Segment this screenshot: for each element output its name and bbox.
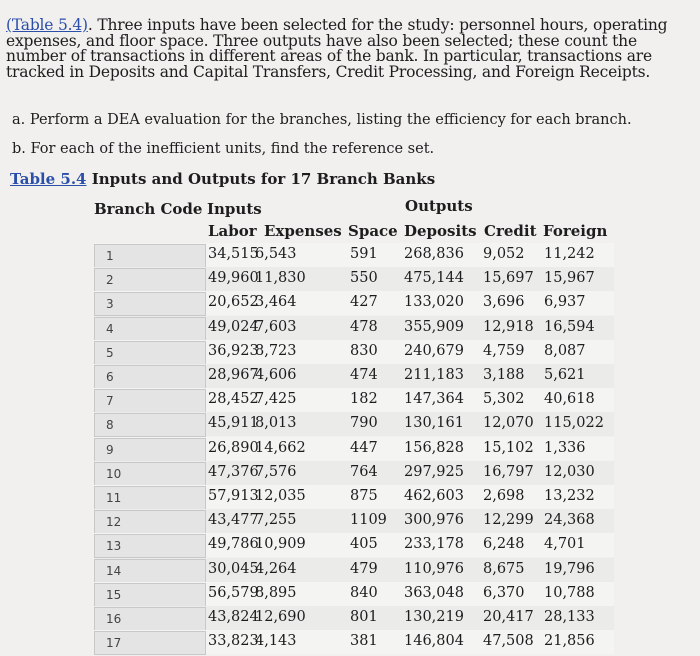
space-cell: 830 [350, 342, 378, 359]
branch-code-cell [94, 534, 206, 558]
branch-code-cell [94, 462, 206, 486]
foreign-cell: 12,030 [544, 463, 595, 480]
labor-cell: 30,045 [208, 560, 259, 577]
credit-cell: 16,797 [483, 463, 534, 480]
column-header-space: Space [348, 222, 398, 240]
space-cell: 801 [350, 609, 378, 625]
labor-cell: 26,890 [208, 439, 259, 456]
labor-cell: 49,786 [208, 536, 259, 553]
foreign-cell: 11,242 [544, 246, 595, 262]
labor-cell: 57,913 [208, 488, 259, 504]
foreign-cell: 5,621 [544, 367, 586, 383]
expenses-cell: 8,895 [255, 584, 297, 601]
space-cell: 875 [350, 488, 378, 504]
credit-cell: 12,918 [483, 318, 534, 335]
deposits-cell: 146,804 [404, 633, 464, 650]
deposits-cell: 475,144 [404, 270, 464, 287]
labor-cell: 43,477 [208, 512, 259, 529]
credit-cell: 3,188 [483, 367, 525, 383]
branch-code-value: 4 [106, 321, 114, 336]
labor-cell: 47,376 [208, 463, 259, 480]
foreign-cell: 19,796 [544, 560, 595, 577]
branch-code-cell [94, 631, 206, 655]
branch-code-value: 2 [106, 273, 114, 288]
labor-cell: 49,960 [208, 270, 259, 287]
expenses-cell: 11,830 [255, 270, 306, 287]
intro-paragraph [6, 18, 694, 80]
branch-code-value: 3 [106, 297, 114, 312]
branch-code-cell [94, 438, 206, 462]
foreign-cell: 115,022 [544, 415, 604, 432]
expenses-cell: 14,662 [255, 439, 306, 456]
branch-code-value: 8 [106, 418, 114, 433]
foreign-cell: 28,133 [544, 609, 595, 625]
space-cell: 479 [350, 560, 378, 577]
branch-code-value: 5 [106, 345, 114, 360]
deposits-cell: 147,364 [404, 391, 464, 408]
intro-text: . Three inputs have been selected for the study: personnel hours, operating expenses, and floor space. Three outputs have also been selected; these count the number of transactions in different areas of the bank. In particular, transactions are tracked in Deposits and Capital Transfers, Credit Processing, and Foreign Receipts. [6, 16, 668, 81]
foreign-cell: 13,232 [544, 488, 595, 504]
deposits-cell: 355,909 [404, 318, 464, 335]
expenses-cell: 4,606 [255, 367, 297, 383]
labor-cell: 43,824 [208, 609, 259, 625]
space-cell: 1109 [350, 512, 387, 529]
space-cell: 427 [350, 294, 378, 311]
foreign-cell: 1,336 [544, 439, 586, 456]
branch-code-value: 13 [106, 539, 122, 554]
branch-code-cell [94, 365, 206, 389]
foreign-cell: 24,368 [544, 512, 595, 529]
credit-cell: 4,759 [483, 342, 525, 359]
expenses-cell: 4,264 [255, 560, 297, 577]
deposits-cell: 156,828 [404, 439, 464, 456]
inputs-header: Inputs [207, 200, 262, 218]
space-cell: 764 [350, 463, 378, 480]
branch-code-value: 10 [106, 466, 122, 481]
branch-code-value: 1 [106, 249, 114, 263]
expenses-cell: 6,543 [255, 246, 297, 262]
branch-code-cell [94, 341, 206, 365]
space-cell: 474 [350, 367, 378, 383]
column-header-deposits: Deposits [404, 222, 477, 240]
branch-code-value: 15 [106, 587, 122, 602]
expenses-cell: 8,013 [255, 415, 297, 432]
credit-cell: 5,302 [483, 391, 525, 408]
question-b: b. For each of the inefficient units, find the reference set. [12, 141, 435, 157]
labor-cell: 20,652 [208, 294, 259, 311]
table-caption-text: Inputs and Outputs for 17 Branch Banks [86, 170, 436, 188]
branch-code-cell [94, 607, 206, 631]
expenses-cell: 12,690 [255, 609, 306, 625]
foreign-cell: 16,594 [544, 318, 595, 335]
branch-code-value: 12 [106, 515, 122, 530]
column-header-expenses: Expenses [264, 222, 342, 240]
branch-code-cell [94, 486, 206, 510]
expenses-cell: 4,143 [255, 633, 297, 650]
foreign-cell: 40,618 [544, 391, 595, 408]
foreign-cell: 15,967 [544, 270, 595, 287]
branch-code-cell [94, 510, 206, 534]
space-cell: 478 [350, 318, 378, 335]
column-header-credit: Credit [484, 222, 537, 240]
deposits-cell: 300,976 [404, 512, 464, 529]
credit-cell: 15,697 [483, 270, 534, 287]
expenses-cell: 3,464 [255, 294, 297, 311]
foreign-cell: 6,937 [544, 294, 586, 311]
credit-cell: 20,417 [483, 609, 534, 625]
expenses-cell: 7,576 [255, 463, 297, 480]
branch-code-value: 6 [106, 370, 114, 384]
space-cell: 447 [350, 439, 378, 456]
deposits-cell: 110,976 [404, 560, 464, 577]
column-header-labor: Labor [208, 222, 257, 240]
labor-cell: 33,823 [208, 633, 259, 650]
table-caption [10, 170, 435, 188]
expenses-cell: 7,255 [255, 512, 297, 529]
expenses-cell: 8,723 [255, 342, 297, 359]
labor-cell: 49,024 [208, 318, 259, 335]
deposits-cell: 297,925 [404, 463, 464, 480]
credit-cell: 2,698 [483, 488, 525, 504]
deposits-cell: 130,161 [404, 415, 464, 432]
space-cell: 840 [350, 584, 378, 601]
branch-code-header: Branch Code [94, 200, 203, 218]
branch-code-value: 7 [106, 394, 114, 409]
credit-cell: 47,508 [483, 633, 534, 650]
expenses-cell: 12,035 [255, 488, 306, 504]
space-cell: 381 [350, 633, 378, 650]
foreign-cell: 21,856 [544, 633, 595, 650]
expenses-cell: 10,909 [255, 536, 306, 553]
deposits-cell: 233,178 [404, 536, 464, 553]
branch-code-cell [94, 268, 206, 292]
branch-code-cell [94, 292, 206, 316]
deposits-cell: 462,603 [404, 488, 464, 504]
column-header-foreign: Foreign [543, 222, 608, 240]
space-cell: 405 [350, 536, 378, 553]
credit-cell: 6,370 [483, 584, 525, 601]
labor-cell: 28,452 [208, 391, 259, 408]
deposits-cell: 133,020 [404, 294, 464, 311]
branch-code-cell [94, 413, 206, 437]
branch-code-value: 16 [106, 612, 122, 626]
branch-code-cell [94, 583, 206, 607]
branch-code-value: 11 [106, 491, 122, 505]
credit-cell: 12,299 [483, 512, 534, 529]
outputs-header: Outputs [405, 197, 473, 215]
branch-code-cell [94, 559, 206, 583]
space-cell: 591 [350, 246, 378, 262]
deposits-cell: 363,048 [404, 584, 464, 601]
table-caption-link[interactable]: Table 5.4 [10, 170, 87, 188]
deposits-cell: 130,219 [404, 609, 464, 625]
foreign-cell: 4,701 [544, 536, 586, 553]
branch-code-value: 17 [106, 636, 122, 651]
table-reference-link[interactable]: (Table 5.4) [6, 16, 88, 34]
branch-code-value: 9 [106, 442, 114, 457]
expenses-cell: 7,425 [255, 391, 297, 408]
labor-cell: 56,579 [208, 584, 259, 601]
credit-cell: 9,052 [483, 246, 525, 262]
branch-code-cell [94, 389, 206, 413]
deposits-cell: 211,183 [404, 367, 464, 383]
credit-cell: 3,696 [483, 294, 525, 311]
labor-cell: 28,967 [208, 367, 259, 383]
credit-cell: 8,675 [483, 560, 525, 577]
question-a: a. Perform a DEA evaluation for the branches, listing the efficiency for each branch. [12, 112, 632, 128]
labor-cell: 34,515 [208, 246, 259, 262]
space-cell: 182 [350, 391, 378, 408]
branch-code-cell [94, 317, 206, 341]
credit-cell: 12,070 [483, 415, 534, 432]
expenses-cell: 7,603 [255, 318, 297, 335]
foreign-cell: 10,788 [544, 584, 595, 601]
branch-code-value: 14 [106, 563, 122, 578]
labor-cell: 36,923 [208, 342, 259, 359]
deposits-cell: 268,836 [404, 246, 464, 262]
deposits-cell: 240,679 [404, 342, 464, 359]
branch-code-cell [94, 244, 206, 268]
credit-cell: 6,248 [483, 536, 525, 553]
credit-cell: 15,102 [483, 439, 534, 456]
space-cell: 550 [350, 270, 378, 287]
foreign-cell: 8,087 [544, 342, 586, 359]
space-cell: 790 [350, 415, 378, 432]
labor-cell: 45,911 [208, 415, 259, 432]
